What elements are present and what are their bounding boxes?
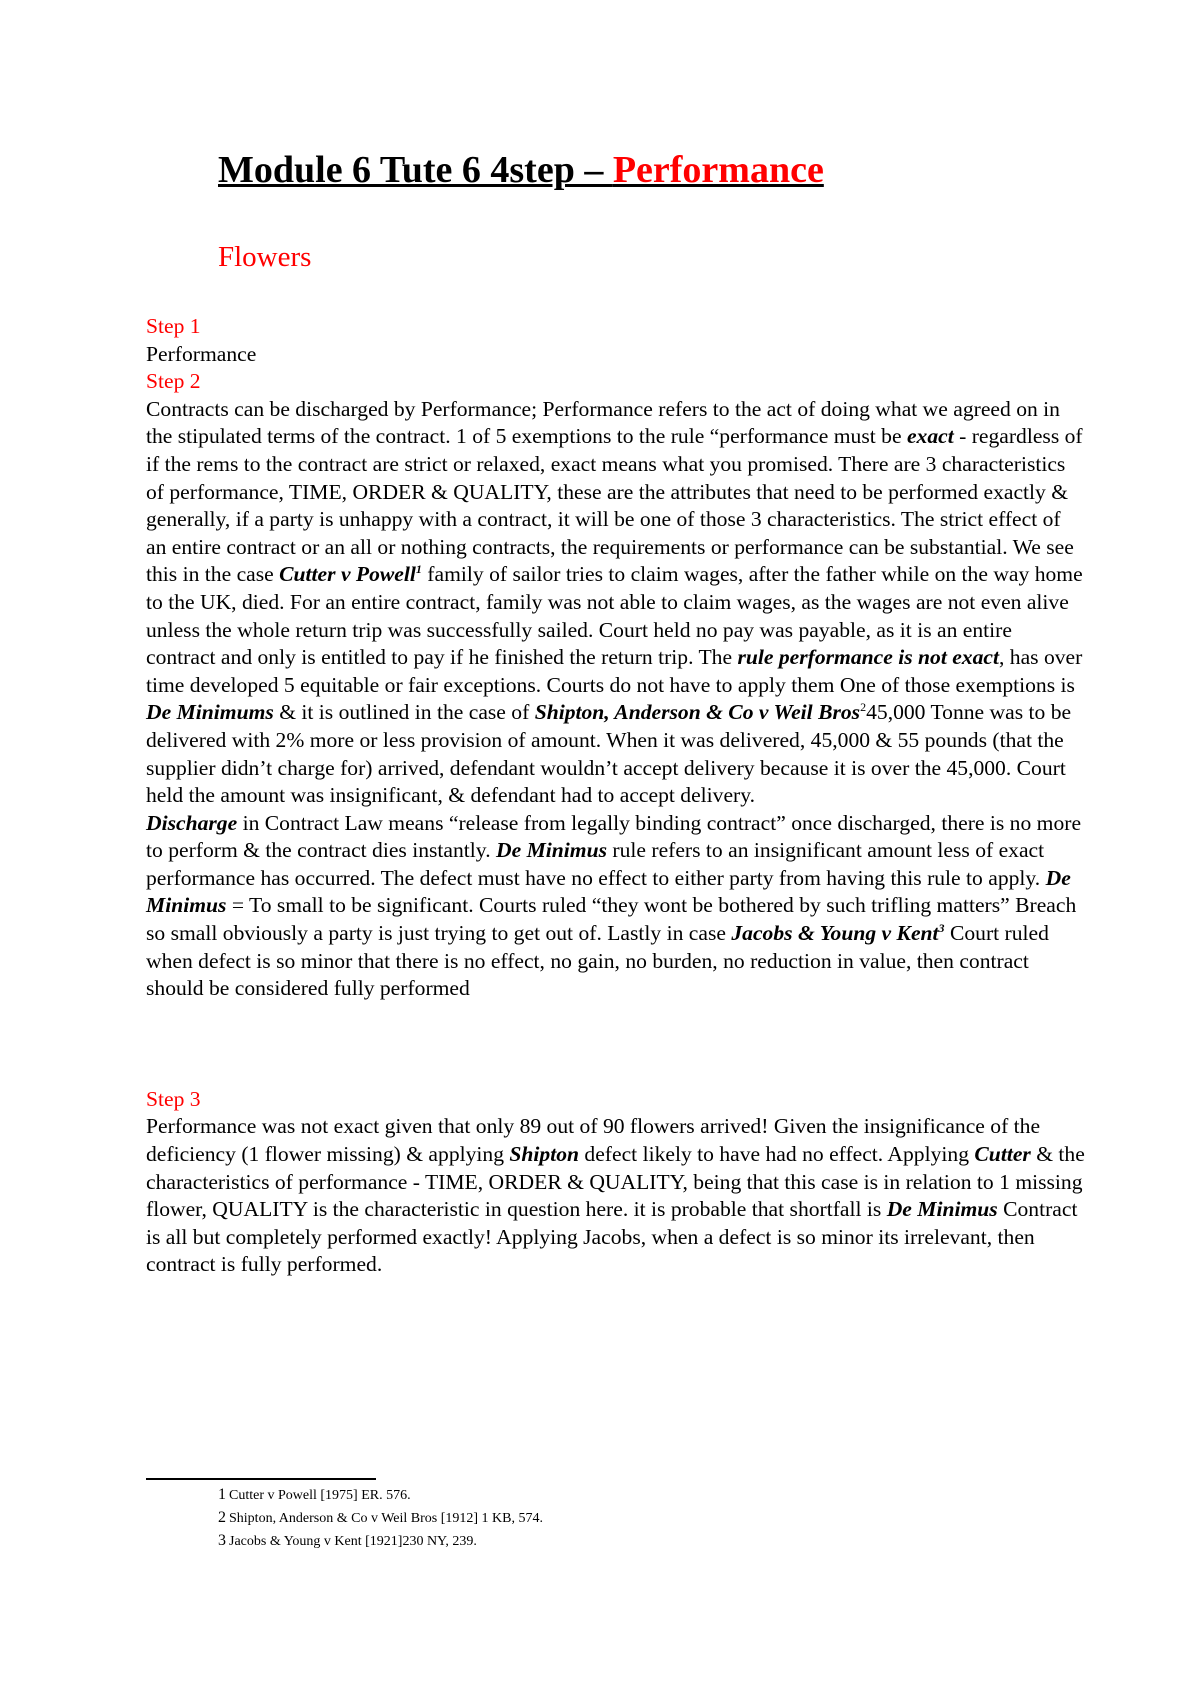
text-run: defect likely to have had no effect. Applying xyxy=(579,1142,975,1167)
footnote-number: 2 xyxy=(218,1509,226,1526)
spacer xyxy=(146,1003,1086,1086)
emphasis-rule: rule performance is not exact xyxy=(737,645,999,670)
text-run: - regardless of if the rems to the contract are strict or relaxed, exact means what you promised. There are 3 characteristics of performance, TIME, ORDER & QUALITY, these are the attributes that need to be performed exactly & generally, if a party is unhappy with a contract, it will be one of those 3 characteristics. The strict effect of an entire contract or an all or nothing contracts, the requirements or performance can be substantial. We see this in the case xyxy=(146,424,1083,587)
text-run: rule refers to an insignificant amount less of exact performance has occurred. The defect must have no effect to either party from having this rule to apply. xyxy=(146,838,1046,890)
footnote-separator xyxy=(146,1478,376,1480)
footnote-2 xyxy=(218,1507,543,1530)
text-run: & it is outlined in the case of xyxy=(273,700,535,725)
document-subtitle: Flowers xyxy=(218,241,312,273)
step1-text: Performance xyxy=(146,341,257,366)
text-run: Contracts can be discharged by Performance; Performance refers to the act of doing what we agreed on in the stipulated terms of the contract. 1 of 5 exemptions to the rule “performance must be xyxy=(146,396,1060,449)
step3-heading: Step 3 xyxy=(146,1086,201,1111)
step2-paragraph-2 xyxy=(146,810,1086,1003)
footnote-ref-3[interactable]: 3 xyxy=(938,920,945,935)
footnote-text: Cutter v Powell [1975] ER. 576. xyxy=(229,1488,411,1503)
footnote-number: 1 xyxy=(218,1486,226,1503)
step2-paragraph-1 xyxy=(146,396,1086,810)
text-run: & the characteristics of performance - TIME, ORDER & QUALITY, being that this case is in relation to 1 missing flower, QUALITY is the characteristic in question here. it is probable that shortfall is xyxy=(146,1142,1085,1222)
text-run: Contract is all but completely performed exactly! Applying Jacobs, when a defect is so minor its irrelevant, then contract is fully performed. xyxy=(146,1197,1078,1277)
term-discharge: Discharge xyxy=(146,810,238,835)
text-run: 45,000 Tonne was to be delivered with 2% more or less provision of amount. When it was delivered, 45,000 & 55 pounds (that the supplier didn’t charge for) arrived, defendant wouldn’t accept delivery because it is over the 45,000. Court held the amount was insignificant, & defendant had to accept delivery. xyxy=(146,700,1072,808)
term-de-minimus: De Minimus xyxy=(496,838,608,863)
footnotes xyxy=(218,1484,543,1553)
title-accent: Performance xyxy=(612,149,824,191)
text-run: , has over time developed 5 equitable or fair exceptions. Courts do not have to apply them One of those exemptions is xyxy=(146,645,1083,697)
text-run: Court ruled when defect is so minor that there is no effect, no gain, no burden, no reduction in value, then contract should be considered fully performed xyxy=(146,921,1049,1001)
case-cutter-v-powell: Cutter v Powell xyxy=(279,562,416,587)
text-run: = To small to be significant. Courts ruled “they wont be bothered by such trifling matters” Breach so small obviously a party is just trying to get out of. Lastly in case xyxy=(146,893,1077,946)
term-de-minimus: De Minimus xyxy=(886,1197,998,1222)
footnote-ref-1[interactable]: 1 xyxy=(415,562,422,577)
case-ref-shipton: Shipton xyxy=(509,1142,580,1167)
footnote-text: Jacobs & Young v Kent [1921]230 NY, 239. xyxy=(229,1534,477,1549)
footnote-number: 3 xyxy=(218,1532,226,1549)
text-run: family of sailor tries to claim wages, after the father while on the way home to the UK, died. For an entire contract, family was not able to claim wages, as the wages are not even alive unless the whole return trip was successfully sailed. Court held no pay was payable, as it is an entire contract and only is entitled to pay if he finished the return trip. The xyxy=(146,562,1083,670)
footnote-ref-2[interactable]: 2 xyxy=(860,700,867,715)
emphasis-exact: exact xyxy=(906,424,954,449)
document-title xyxy=(218,148,824,194)
footnote-3 xyxy=(218,1530,543,1553)
step2-heading: Step 2 xyxy=(146,369,201,394)
step1-heading: Step 1 xyxy=(146,314,201,338)
text-run: in Contract Law means “release from legally binding contract” once discharged, there is no more to perform & the contract dies instantly. xyxy=(146,810,1082,863)
case-shipton: Shipton, Anderson & Co v Weil Bros xyxy=(534,700,861,725)
footnote-1 xyxy=(218,1484,543,1507)
footnote-text: Shipton, Anderson & Co v Weil Bros [1912] 1 KB, 574. xyxy=(229,1511,544,1526)
text-run: Performance was not exact given that only 89 out of 90 flowers arrived! Given the insignificance of the deficiency (1 flower missing) & applying xyxy=(146,1114,1041,1167)
document-body xyxy=(146,313,1086,1279)
term-de-minimums: De Minimums xyxy=(146,700,274,725)
term-de-minimus: De Minimus xyxy=(146,865,1071,918)
title-prefix: Module 6 Tute 6 4step – xyxy=(218,149,613,191)
case-ref-cutter: Cutter xyxy=(974,1142,1031,1167)
case-jacobs-v-kent: Jacobs & Young v Kent xyxy=(731,921,939,946)
step3-paragraph xyxy=(146,1113,1086,1279)
